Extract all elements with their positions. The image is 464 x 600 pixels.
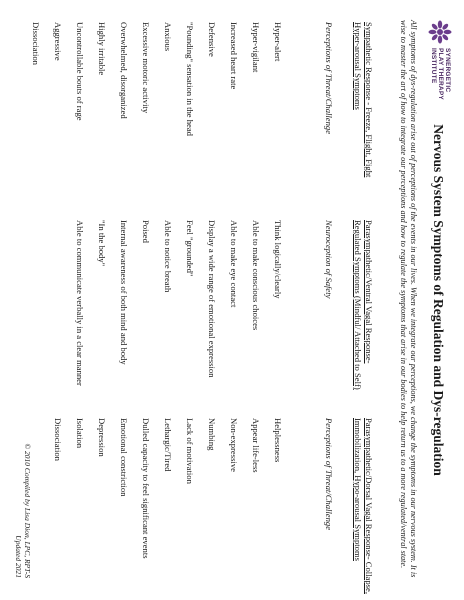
copyright-line: © 2010 Compiled by Lisa Dion, LPC, RPT-S (23, 443, 32, 578)
symptom-item: Non-expressive (229, 418, 239, 472)
symptom-item: Numbing (207, 418, 217, 451)
column-heading: Parasympathetic/Dorsal Vagal Response- Collapse, Immobilization, Hypo-arousal Symptoms (353, 418, 374, 594)
sympathetic-column (19, 22, 374, 200)
symptom-item: Hyper-vigilant (251, 22, 261, 73)
copyright-footer (14, 443, 32, 578)
symptom-item: Helplessness (273, 418, 283, 463)
symptom-item: Anxious (163, 22, 173, 52)
symptom-item: Excessive motoric activity (141, 22, 151, 114)
symptom-item: "Pounding" sensation in the head (185, 22, 195, 136)
symptom-item: Hyper-alert (273, 22, 283, 62)
dorsal-vagal-column (41, 418, 374, 596)
symptom-item: Uncontrollable bouts of rage (75, 22, 85, 121)
symptom-item: Overwhelmed, disorganized (119, 22, 129, 119)
symptom-item: Dulled capacity to feel significant events (141, 418, 151, 559)
column-subheading: Perceptions of Threat/Challenge (324, 22, 334, 135)
symptom-item: Defensive (207, 22, 217, 57)
symptom-item: Lethargic/Tired (163, 418, 173, 472)
symptom-item: Isolation (75, 418, 85, 449)
symptom-item: Internal awareness of both mind and body (119, 220, 129, 365)
logo-line-3: INSTITUTE (430, 48, 437, 84)
symptom-item: Emotional constriction (119, 418, 129, 497)
symptom-item: Able to communicate verbally in a clear manner (75, 220, 85, 386)
updated-line: Updated 2021 (14, 535, 23, 578)
symptom-item: Depression (97, 418, 107, 457)
column-subheading: Perceptions of Threat/Challenge (324, 418, 334, 531)
symptom-item: Feel "grounded" (185, 220, 195, 277)
symptom-item: Think logically/clearly (273, 220, 283, 299)
symptom-item: Appear life-less (251, 418, 261, 473)
symptom-item: Able to make eye contact (229, 220, 239, 308)
logo-line-2: PLAY THERAPY (437, 48, 444, 100)
symptom-item: Increased heart rate (229, 22, 239, 90)
symptom-item: Poised (141, 220, 151, 243)
symptom-item: "In the body" (97, 220, 107, 267)
column-subheading: Neuroception of Safety (324, 220, 334, 299)
symptom-item: Able to make conscious choices (251, 220, 261, 331)
column-heading: Parasympathetic/Ventral Vagal Response- Regulated Symptoms (Mindful/ Attached to Self) (353, 220, 374, 390)
ventral-vagal-column (63, 220, 374, 398)
intro-paragraph: All symptoms of dys-regulation arise out of perceptions of the events in our lives. When we integrate our perceptions, we change the symptoms in our nervous system. It is wise to master the art of how to integrate our perceptions and how to regulate the symptoms that arise in our bodies to help return us to a more regulated/ventral state. (399, 20, 418, 578)
symptom-item: Able to notice breath (163, 220, 173, 293)
symptom-item: Dissociation (53, 418, 63, 461)
symptom-item: Highly irritable (97, 22, 107, 76)
symptom-item: Aggressive (53, 22, 63, 61)
logo-line-1: SYNERGETIC (444, 48, 451, 93)
column-heading: Sympathetic Response - Freeze, Flight, Fight Hyper-arousal Symptoms (353, 22, 374, 178)
symptom-item: Display a wide range of emotional expression (207, 220, 217, 378)
page-title: Nervous System Symptoms of Regulation and Dys-regulation (431, 124, 446, 476)
symptom-item: Lack of motivation (185, 418, 195, 484)
symptom-item: Dissociation (31, 22, 41, 65)
